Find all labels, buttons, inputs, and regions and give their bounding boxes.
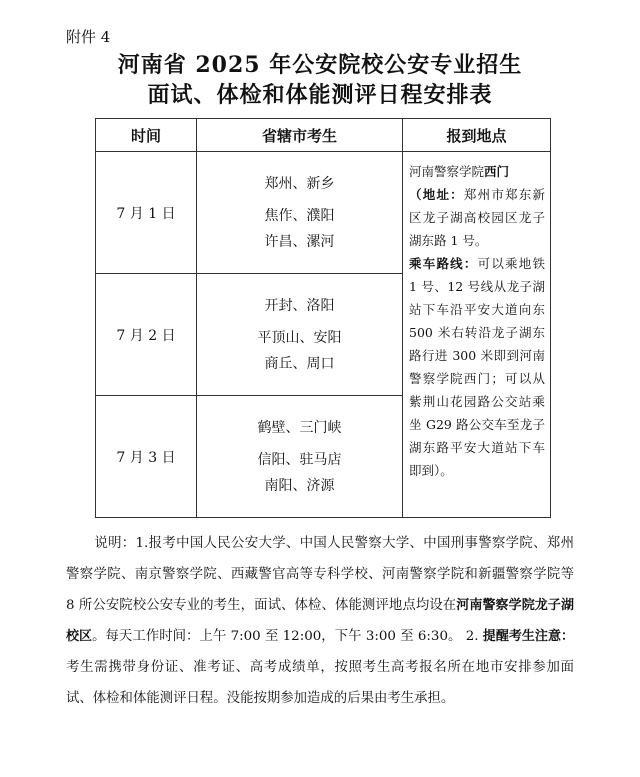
schedule-table [95,118,551,518]
date-cell: 7 月 1 日 [96,152,197,274]
address-label: （地址： [409,187,464,202]
location-gate: 西门 [484,164,510,179]
explanation-note [66,528,574,714]
city-line: 鹤壁、三门峡 [257,419,342,436]
note-part1: 说明：1.报考中国人民公安大学、中国人民警察大学、中国刑事警察学院、郑州警察学院、南京警察学院、西藏警官高等专科学校、河南警察学院和新疆警察学院等 8 所公安院校公安专业的考生，面试、体检、体能测评地点均设在 [66,536,574,613]
header-time: 时间 [96,119,197,152]
city-line: 许昌、漯河 [264,233,335,250]
header-cities: 省辖市考生 [197,119,403,152]
city-line: 焦作、濮阳 [264,207,335,224]
city-line: 南阳、济源 [264,477,335,494]
city-line: 开封、洛阳 [264,297,335,314]
page-title-line1: 河南省 2025 年公安院校公安专业招生 [117,52,523,78]
city-line: 信阳、驻马店 [257,451,342,468]
cities-cell [197,274,403,396]
city-line: 平顶山、安阳 [257,329,342,346]
cities-cell [197,152,403,274]
city-line: 商丘、周口 [264,355,335,372]
date-cell: 7 月 3 日 [96,396,197,518]
note-bold-venue: 河南警察学院龙子湖校区 [66,598,574,644]
cities-cell [197,396,403,518]
route-label: 乘车路线： [409,256,478,271]
attachment-label: 附件 4 [66,28,111,46]
note-bold-reminder: 提醒考生注意： [482,629,574,644]
note-part3: 考生需携带身份证、准考证、高考成绩单，按照考生高考报名所在地市安排参加面试、体检和体能测评日程。没能按期参加造成的后果由考生承担。 [66,660,574,706]
table-header-row [96,119,551,152]
date-cell: 7 月 2 日 [96,274,197,396]
location-cell [403,152,551,518]
route-text: 可以乘地铁 1 号、12 号线从龙子湖站下车沿平安大道向东 500 米右转沿龙子湖东路行进 300 米即到河南警察学院西门；可以从紫荆山花园路公交站乘坐 G29 路公交车至龙子湖东路平安大道站下车即到）。 [409,256,545,478]
note-part2: 。每天工作时间：上午 7:00 至 12:00，下午 3:00 至 6:30。 2. [92,629,483,644]
table-row [96,152,551,274]
page-title-line2: 面试、体检和体能测评日程安排表 [147,82,493,108]
address-text: 郑州市郑东新区龙子湖高校园区龙子湖东路 1 号。 [409,187,545,248]
location-prefix: 河南警察学院 [409,164,485,179]
city-line: 郑州、新乡 [264,175,335,192]
header-location: 报到地点 [403,119,551,152]
